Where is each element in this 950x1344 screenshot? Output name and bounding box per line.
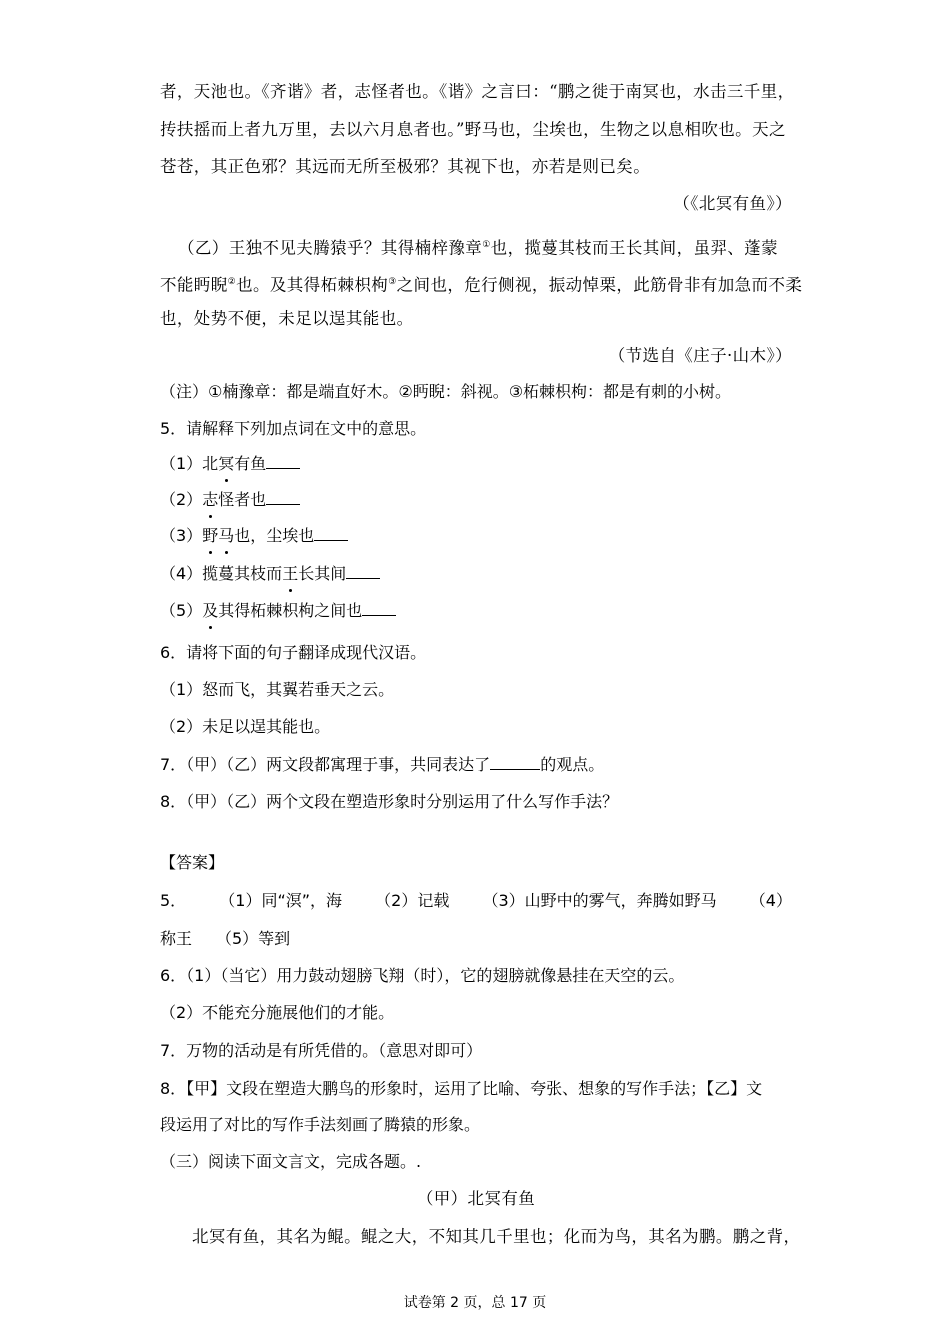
passage-c-line: 北冥有鱼，其名为鲲。鲲之大，不知其几千里也；化而为鸟，其名为鹏。鹏之背， [192,1227,801,1246]
passage-a-source: （《北冥有鱼》） [673,194,792,213]
passage-b-line: 不能眄睨②也。及其得柘棘枳枸③之间也，危行侧视，振动悼栗，此筋骨非有加急而不柔 [160,275,803,295]
answer-5-line: 5． （1）同“溟”，海 （2）记载 （3）山野中的雾气，奔腾如野马 （4） [160,891,792,910]
question-8: 8．（甲）（乙）两个文段在塑造形象时分别运用了什么写作手法？ [160,792,619,811]
answer-blank [266,489,300,505]
answer-7: 7．万物的活动是有所凭借的。（意思对即可） [160,1041,483,1060]
page-footer: 试卷第 2 页，总 17 页 [403,1295,547,1311]
answer-8-line: 段运用了对比的写作手法刻画了腾猿的形象。 [160,1115,481,1134]
passage-b-source: （节选自《庄子·山木》） [608,346,792,365]
passage-b-line: （乙）王独不见夫腾猿乎？其得楠梓豫章①也，揽蔓其枝而王长其间，虽羿、蓬蒙 [178,238,778,258]
answer-8-line: 8．【甲】文段在塑造大鹏鸟的形象时，运用了比喻、夸张、想象的写作手法；【乙】文 [160,1079,763,1098]
passage-b-line: 也，处势不便，未足以逞其能也。 [160,309,414,328]
annotation-note: （注）①楠豫章：都是端直好木。②眄睨：斜视。③柘棘枳枸：都是有刺的小树。 [160,382,732,401]
passage-a-line: 者，天池也。《齐谐》者，志怪者也。《谐》之言曰：“鹏之徙于南冥也，水击三千里， [160,82,795,101]
passage-c-title: （甲）北冥有鱼 [416,1189,536,1208]
question-6-item: （2）未足以逞其能也。 [160,717,331,736]
question-5-item: （1）北冥有鱼 [160,452,792,476]
question-6-item: （1）怒而飞，其翼若垂天之云。 [160,680,395,699]
answer-blank [346,563,380,579]
answer-6-line: （2）不能充分施展他们的才能。 [160,1003,395,1022]
passage-a-line: 苍苍，其正色邪？其远而无所至极邪？其视下也，亦若是则已矣。 [160,157,651,176]
question-5-item: （2）志怪者也 [160,488,792,512]
answer-blank [266,453,300,469]
answer-blank [490,754,540,770]
question-5-stem: 5．请解释下列加点词在文中的意思。 [160,419,427,438]
question-6-stem: 6．请将下面的句子翻译成现代汉语。 [160,643,427,662]
answer-5-line: 称王 （5）等到 [160,929,291,948]
answer-blank [314,525,348,541]
answer-blank [362,600,396,616]
answer-heading: 【答案】 [160,853,225,872]
question-5-item: （3）野马也，尘埃也 [160,524,792,548]
question-5-item: （5）及其得柘棘枳枸之间也 [160,599,792,623]
question-7: 7．（甲）（乙）两文段都寓理于事，共同表达了 的观点。 [160,755,605,774]
question-5-item: （4）揽蔓其枝而王长其间 [160,562,792,586]
passage-a-line: 抟扶摇而上者九万里，去以六月息者也。”野马也，尘埃也，生物之以息相吹也。天之 [160,120,786,139]
answer-6-line: 6．（1）（当它）用力鼓动翅膀飞翔（时），它的翅膀就像悬挂在天空的云。 [160,966,685,985]
section-heading: （三）阅读下面文言文，完成各题。. [160,1152,422,1171]
